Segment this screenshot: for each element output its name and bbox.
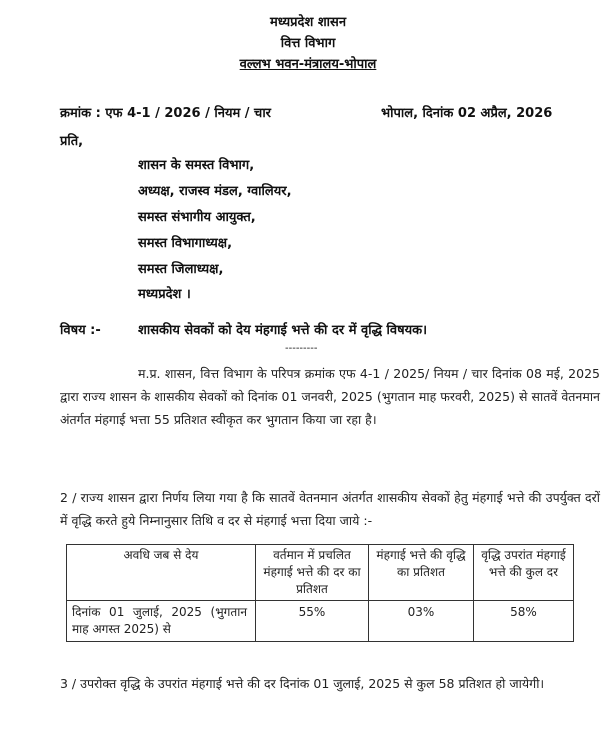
header-address: वल्लभ भवन-मंत्रालय-भोपाल bbox=[239, 57, 377, 72]
header-current-rate: वर्तमान में प्रचलित मंहगाई भत्ते की दर का प्रतिशत bbox=[256, 545, 369, 601]
addressee-line: समस्त संभागीय आयुक्त, bbox=[138, 210, 256, 225]
addressee-line: समस्त जिलाध्यक्ष, bbox=[138, 262, 224, 277]
header-increase: मंहगाई भत्ते की वृद्धि का प्रतिशत bbox=[369, 545, 474, 601]
addressee-line: अध्यक्ष, राजस्व मंडल, ग्वालियर, bbox=[138, 184, 292, 199]
addressee-line: मध्यप्रदेश । bbox=[138, 287, 191, 302]
paragraph-3: 3 / उपरोक्त वृद्धि के उपरांत मंहगाई भत्ते की दर दिनांक 01 जुलाई, 2025 से कुल 58 प्रतिशत हो जायेगी। bbox=[60, 676, 545, 691]
table-row bbox=[67, 601, 574, 642]
header-period: अवधि जब से देय bbox=[67, 545, 256, 601]
cell-total-rate: 58% bbox=[474, 601, 574, 642]
place-date: भोपाल, दिनांक 02 अप्रैल, 2026 bbox=[381, 106, 553, 121]
header-total-rate: वृद्धि उपरांत मंहगाई भत्ते की कुल दर bbox=[474, 545, 574, 601]
reference-number: क्रमांक : एफ 4-1 / 2026 / नियम / चार bbox=[60, 106, 271, 121]
paragraph-2: 2 / राज्य शासन द्वारा निर्णय लिया गया है कि सातवें वेतनमान अंतर्गत शासकीय सेवकों हेतु मंहगाई भत्ते की उपर्युक्त दरों में वृद्धि करते हुये निम्नानुसार तिथि व दर से मंहगाई भत्ता दिया जाये :- bbox=[60, 490, 600, 528]
cell-current-rate: 55% bbox=[256, 601, 369, 642]
header-state-govt: मध्यप्रदेश शासन bbox=[269, 15, 347, 30]
table-header-row bbox=[67, 545, 574, 601]
dearness-allowance-table bbox=[66, 544, 574, 642]
prati-label: प्रति, bbox=[60, 134, 84, 149]
separator: --------- bbox=[285, 343, 318, 354]
subject-label: विषय :- bbox=[60, 323, 101, 338]
cell-period: दिनांक 01 जुलाई, 2025 (भुगतान माह अगस्त 2025) से bbox=[67, 601, 256, 642]
header-finance-dept: वित्त विभाग bbox=[280, 36, 336, 51]
subject-text: शासकीय सेवकों को देय मंहगाई भत्ते की दर में वृद्धि विषयक। bbox=[138, 323, 428, 338]
cell-increase: 03% bbox=[369, 601, 474, 642]
paragraph-1: म.प्र. शासन, वित्त विभाग के परिपत्र क्रमांक एफ 4-1 / 2025/ नियम / चार दिनांक 08 मई, 2025 द्वारा राज्य शासन के शासकीय सेवकों को दिनांक 01 जनवरी, 2025 (भुगतान माह फरवरी, 2025) से सातवें वेतनमान अंतर्गत मंहगाई भत्ता 55 प्रतिशत स्वीकृत कर भुगतान किया जा रहा है। bbox=[60, 366, 600, 427]
addressee-line: समस्त विभागाध्यक्ष, bbox=[138, 236, 233, 251]
addressee-line: शासन के समस्त विभाग, bbox=[138, 158, 255, 173]
